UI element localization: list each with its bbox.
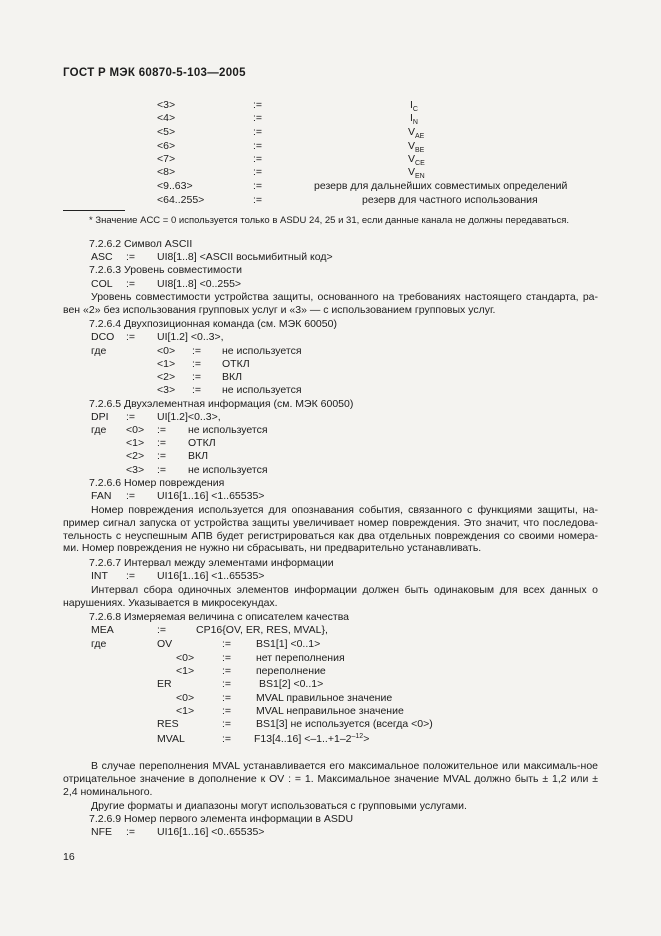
value-code: <1> [126, 437, 145, 449]
value-text: не используется [188, 464, 268, 476]
paragraph: В случае переполнения MVAL устанавливается его максимальное положительное или максималь-ное отрицательное значение в дополнение к OV : = 1. Максимальное значение MVAL должно быть ± 1,2 или ± 2,4 номинального. [63, 760, 598, 798]
value-code: <0> [157, 345, 176, 357]
table-code: <5> [157, 126, 176, 138]
value-assign: := [192, 358, 202, 370]
table-value: $I_C$ [410, 99, 418, 113]
value-text: ОТКЛ [222, 358, 250, 370]
field-abbr: FAN [91, 490, 112, 502]
where-label: где [91, 424, 107, 436]
value-text: MVAL правильное значение [256, 692, 393, 704]
value-assign: := [192, 384, 202, 396]
table-code: <64..255> [157, 194, 205, 206]
value-assign: := [222, 692, 232, 704]
paragraph: Интервал сбора одиночных элементов информации должен быть одинаковым для всех данных о нарушениях. Указывается в микросекундах. [63, 584, 598, 609]
value-assign: := [157, 424, 167, 436]
table-value: $V_{AE}$ [408, 126, 425, 140]
field-abbr: ASC [91, 251, 113, 263]
value-code: <2> [157, 371, 176, 383]
table-value: $I_N$ [410, 112, 418, 126]
subfield-assign: := [222, 733, 232, 745]
table-value: $V_{BE}$ [408, 140, 425, 154]
subfield-definition: BS1[2] <0..1> [259, 678, 324, 690]
value-assign: := [192, 371, 202, 383]
subfield-assign: := [222, 638, 232, 650]
value-text: ВКЛ [188, 450, 209, 462]
table-assign: := [253, 140, 263, 152]
subfield-definition: BS1[1] <0..1> [256, 638, 321, 650]
field-abbr: INT [91, 570, 108, 582]
section-title: 7.2.6.5 Двухэлементная информация (см. МЭК 60050) [89, 398, 354, 410]
field-definition: UI[1.2] <0..3>, [157, 331, 224, 343]
field-assign: := [126, 826, 136, 838]
value-code: <0> [176, 652, 195, 664]
paragraph: Уровень совместимости устройства защиты, основанного на требованиях настоящего стандарта, ра-вен «2» без использования групповых услуг и «3» — с использованием групповых услуг. [63, 291, 598, 316]
footnote: * Значение ACC = 0 используется только в ASDU 24, 25 и 31, если данные канала не должны передаваться. [89, 215, 569, 226]
subfield-definition: $F13[4..16] <-1..+1-2^{-12}>$ [254, 733, 370, 745]
table-assign: := [253, 112, 263, 124]
value-assign: := [222, 665, 232, 677]
value-code: <2> [126, 450, 145, 462]
table-assign: := [253, 126, 263, 138]
value-assign: := [157, 464, 167, 476]
table-code: <7> [157, 153, 176, 165]
value-code: <1> [176, 665, 195, 677]
where-label: где [91, 638, 107, 650]
field-definition: UI8[1..8] <0..255> [157, 278, 242, 290]
field-definition: UI8[1..8] <ASCII восьмибитный код> [157, 251, 333, 263]
value-text: ВКЛ [222, 371, 243, 383]
value-assign: := [192, 345, 202, 357]
field-definition: UI16[1..16] <1..65535> [157, 570, 265, 582]
field-abbr: COL [91, 278, 113, 290]
section-title: 7.2.6.3 Уровень совместимости [89, 264, 243, 276]
table-value: $V_{EN}$ [408, 166, 425, 180]
value-code: <0> [126, 424, 145, 436]
value-assign: := [222, 705, 232, 717]
field-definition: UI16[1..16] <1..65535> [157, 490, 265, 502]
field-definition: CP16{OV, ER, RES, MVAL}, [196, 624, 328, 636]
page-number: 16 [63, 851, 75, 863]
table-assign: := [253, 166, 263, 178]
value-assign: := [157, 437, 167, 449]
table-code: <9..63> [157, 180, 193, 192]
value-text: ОТКЛ [188, 437, 216, 449]
section-title: 7.2.6.2 Символ ASCII [89, 238, 193, 250]
value-code: <3> [157, 384, 176, 396]
section-title: 7.2.6.7 Интервал между элементами информации [89, 557, 334, 569]
paragraph: Другие форматы и диапазоны могут использоваться с групповыми услугами. [91, 800, 467, 812]
table-value: $V_{CE}$ [408, 153, 425, 167]
value-code: <1> [176, 705, 195, 717]
document-header: ГОСТ Р МЭК 60870-5-103—2005 [63, 67, 246, 79]
field-assign: := [126, 251, 136, 263]
field-assign: := [157, 624, 167, 636]
field-abbr: DPI [91, 411, 109, 423]
subfield-name: MVAL [157, 733, 185, 745]
value-code: <0> [176, 692, 195, 704]
table-value: резерв для дальнейших совместимых определений [314, 180, 568, 192]
value-code: <3> [126, 464, 145, 476]
section-title: 7.2.6.4 Двухпозиционная команда (см. МЭК 60050) [89, 318, 337, 330]
section-title: 7.2.6.6 Номер повреждения [89, 477, 225, 489]
value-assign: := [157, 450, 167, 462]
table-code: <4> [157, 112, 176, 124]
field-abbr: MEA [91, 624, 114, 636]
table-value: резерв для частного использования [362, 194, 538, 206]
field-assign: := [126, 278, 136, 290]
value-code: <1> [157, 358, 176, 370]
value-text: нет переполнения [256, 652, 345, 664]
table-assign: := [253, 180, 263, 192]
subfield-definition: BS1[3] не используется (всегда <0>) [256, 718, 433, 730]
section-title: 7.2.6.8 Измеряемая величина с описателем качества [89, 611, 349, 623]
section-title: 7.2.6.9 Номер первого элемента информации в ASDU [89, 813, 354, 825]
field-assign: := [126, 411, 136, 423]
value-text: не используется [222, 345, 302, 357]
field-assign: := [126, 490, 136, 502]
subfield-assign: := [222, 718, 232, 730]
table-code: <3> [157, 99, 176, 111]
value-text: не используется [188, 424, 268, 436]
subfield-name: OV [157, 638, 173, 650]
table-assign: := [253, 99, 263, 111]
where-label: где [91, 345, 107, 357]
table-code: <6> [157, 140, 176, 152]
value-text: переполнение [256, 665, 326, 677]
field-definition: UI[1.2]<0..3>, [157, 411, 221, 423]
value-text: не используется [222, 384, 302, 396]
field-definition: UI16[1..16] <0..65535> [157, 826, 265, 838]
table-code: <8> [157, 166, 176, 178]
field-abbr: NFE [91, 826, 112, 838]
value-assign: := [222, 652, 232, 664]
subfield-name: RES [157, 718, 179, 730]
table-assign: := [253, 153, 263, 165]
value-text: MVAL неправильное значение [256, 705, 404, 717]
table-assign: := [253, 194, 263, 206]
field-abbr: DCO [91, 331, 115, 343]
subfield-name: ER [157, 678, 172, 690]
subfield-assign: := [222, 678, 232, 690]
field-assign: := [126, 570, 136, 582]
field-assign: := [126, 331, 136, 343]
footnote-rule [63, 210, 125, 211]
paragraph: Номер повреждения используется для опознавания события, связанного с функциями защиты, на-пример сигнал запуска от устройства защиты увеличивает номер повреждения. Это значит, что последова-тельность с неуспешным АПВ будет регистрироваться как два отдельных повреждения со своими номера-ми. Номер повреждения не нужно ни сбрасывать, ни предварительно устанавливать. [63, 504, 598, 555]
